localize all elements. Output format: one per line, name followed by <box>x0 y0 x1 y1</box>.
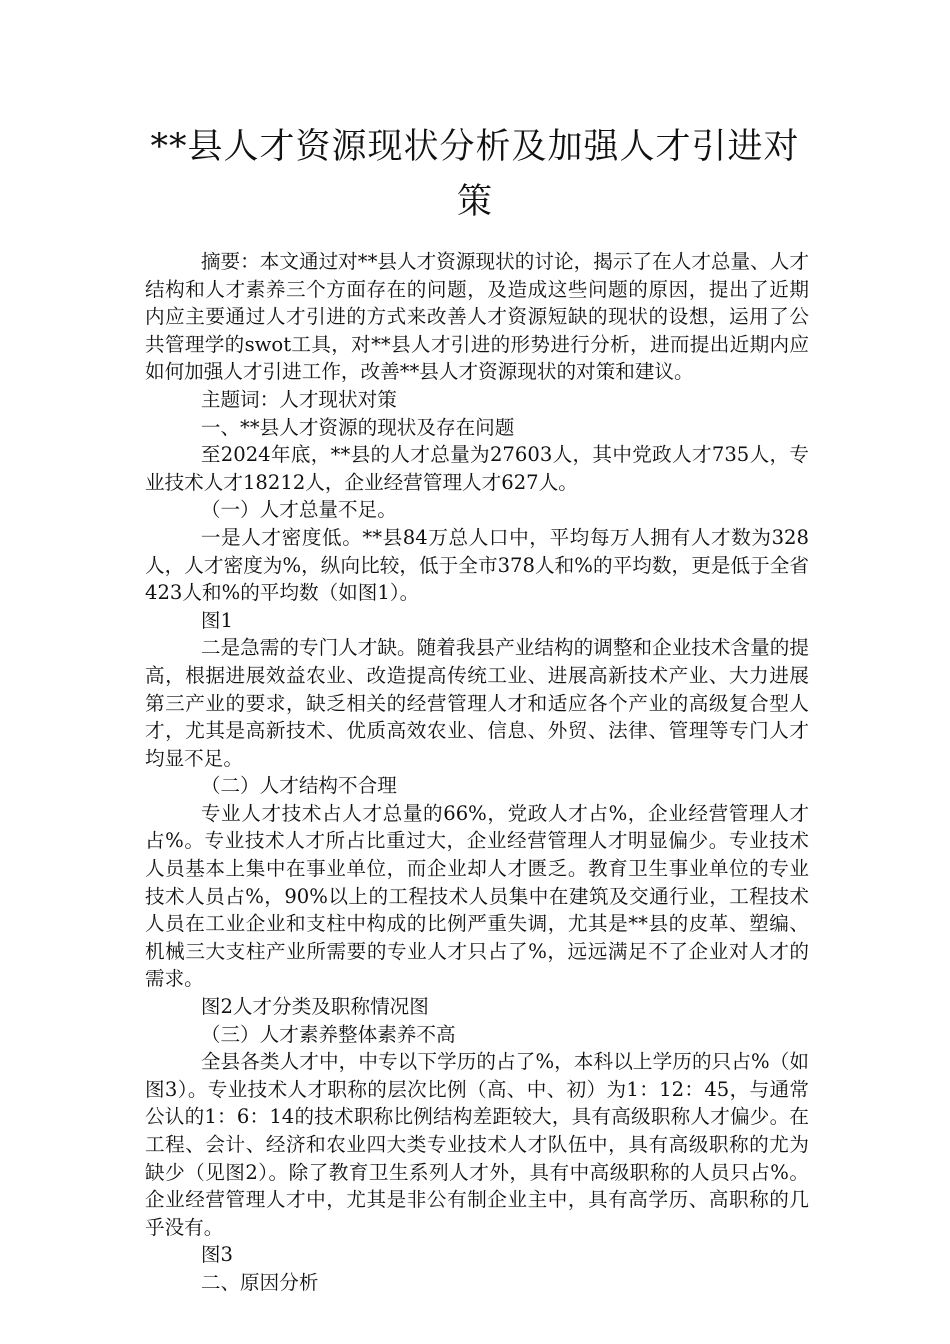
section-heading-2: 二、原因分析 <box>200 1270 319 1294</box>
body-paragraph: 二是急需的专门人才缺。随着我县产业结构的调整和企业技术含量的提高，根据进展效益农业、改造提高传统工业、进展高新技术产业、大力进展第三产业的要求，缺乏相关的经营管理人才和适应各个产业的高级复合型人才，尤其是高新技术、优质高效农业、信息、外贸、法律、管理等专门人才均显不足。 <box>145 636 809 770</box>
figure-caption-2: 图2人才分类及职称情况图 <box>200 995 429 1019</box>
keywords-line: 主题词：人才现状对策 <box>200 387 397 411</box>
section-heading-1: 一、**县人才资源的现状及存在问题 <box>200 415 515 439</box>
figure-caption-1: 图1 <box>200 608 233 632</box>
document-title: **县人才资源现状分析及加强人才引进对策 <box>150 127 800 222</box>
subsection-heading-3: （三）人才素养整体素养不高 <box>200 1022 456 1046</box>
body-paragraph: 至2024年底，**县的人才总量为27603人，其中党政人才735人，专业技术人才18212人，企业经营管理人才627人。 <box>145 443 809 494</box>
body-paragraph: 专业人才技术占人才总量的66%，党政人才占%，企业经营管理人才占%。专业技术人才所占比重过大，企业经营管理人才明显偏少。专业技术人员基本上集中在事业单位，而企业却人才匮乏。教育卫生事业单位的专业技术人员占%，90%以上的工程技术人员集中在建筑及交通行业，工程技术人员在工业企业和支柱中构成的比例严重失调，尤其是**县的皮革、塑编、机械三大支柱产业所需要的专业人才只占了%，远远满足不了企业对人才的需求。 <box>145 801 809 991</box>
figure-caption-3: 图3 <box>200 1243 233 1267</box>
abstract-paragraph: 摘要：本文通过对**县人才资源现状的讨论，揭示了在人才总量、人才结构和人才素养三个方面存在的问题，及造成这些问题的原因，提出了近期内应主要通过人才引进的方式来改善人才资源短缺的现状的设想，运用了公共管理学的swot工具，对**县人才引进的形势进行分析，进而提出近期内应如何加强人才引进工作，改善**县人才资源现状的对策和建议。 <box>145 250 809 384</box>
subsection-heading-1: （一）人才总量不足。 <box>200 498 397 522</box>
subsection-heading-2: （二）人才结构不合理 <box>200 774 397 798</box>
body-paragraph: 全县各类人才中，中专以下学历的占了%，本科以上学历的只占%（如图3）。专业技术人才职称的层次比例（高、中、初）为1：12：45，与通常公认的1：6：14的技术职称比例结构差距较大，具有高级职称人才偏少。在工程、会计、经济和农业四大类专业技术人才队伍中，具有高级职称的尤为缺少（见图2）。除了教育卫生系列人才外，具有中高级职称的人员只占%。企业经营管理人才中，尤其是非公有制企业主中，具有高学历、高职称的几乎没有。 <box>145 1050 809 1239</box>
document-body <box>145 248 809 1297</box>
body-paragraph: 一是人才密度低。**县84万总人口中，平均每万人拥有人才数为328人，人才密度为%，纵向比较，低于全市378人和%的平均数，更是低于全省423人和%的平均数（如图1）。 <box>145 525 809 605</box>
